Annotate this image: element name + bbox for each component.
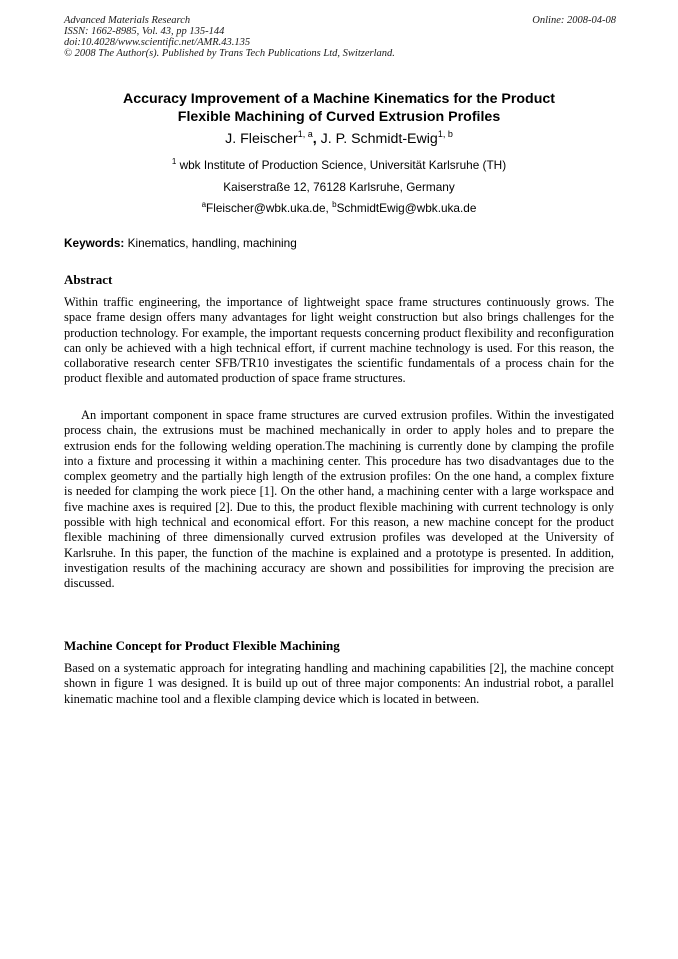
- affiliation-institute: [40, 158, 638, 173]
- abstract-paragraph-2: An important component in space frame structures are curved extrusion profiles. Within the investigated process chain, the extrusions must be machined mechanically in order to apply holes and to prepare the extrusion ends for the following welding operation.The machining is currently done by clamping the profile into a fixture and processing it within a machining center. This procedure has two disadvantages due to the complex geometry and the partially high length of the extrusion profiles: On the one hand, a complex fixture is needed for clamping the work piece [1]. On the other hand, a machining center with a large workspace and five machine axes is required [2]. Due to this, the product flexible machining with current technology is only possible with high technical and economical effort. For this reason, a new machine concept for the product flexible machining of three dimensionally curved extrusion profiles was developed at the University of Karlsruhe. In this paper, the function of the machine is explained and a prototype is presented. In addition, investigation results of the machining accuracy are shown and possibilities for improving the precision are discussed.: [64, 408, 614, 591]
- copyright-line: © 2008 The Author(s). Published by Trans Tech Publications Ltd, Switzerland.: [64, 48, 395, 59]
- abstract-paragraph-1: Within traffic engineering, the importance of lightweight space frame structures continuously grows. The space frame design offers many advantages for light weight construction but also brings challenges for the production technology. For example, the important requests concerning product flexibility and reconfiguration can only be achieved with a high technical effort, if current machine technology is used. For this reason, the collaborative research center SFB/TR10 investigates the scientific fundamentals of a process chain for the product flexible and automated production of space frame structures.: [64, 295, 614, 386]
- issn-line: ISSN: 1662-8985, Vol. 43, pp 135-144: [64, 26, 225, 37]
- title-line-2: Flexible Machining of Curved Extrusion Profiles: [177, 109, 501, 125]
- online-date: Online: 2008-04-08: [532, 15, 616, 26]
- abstract-heading: Abstract: [64, 272, 113, 287]
- keywords-text: Kinematics, handling, machining: [124, 236, 297, 250]
- journal-header: [64, 15, 616, 59]
- section-heading: Machine Concept for Product Flexible Machining: [64, 638, 340, 653]
- paper-title: [40, 90, 638, 126]
- affiliation-address: Kaiserstraße 12, 76128 Karlsruhe, Germany: [223, 180, 455, 194]
- email-1-sup: a: [201, 200, 207, 209]
- section-paragraph-1: Based on a systematic approach for integrating handling and machining capabilities [2], the machine concept shown in figure 1 was designed. It is build up out of three major components: An industrial robot, a parallel kinematic machine tool and a flexible clamping device which is located in between.: [64, 661, 614, 706]
- keywords-label: Keywords:: [64, 236, 125, 250]
- doi-line: doi:10.4028/www.scientific.net/AMR.43.135: [64, 37, 251, 48]
- email-2: SchmidtEwig@wbk.uka.de: [336, 201, 477, 215]
- author-2-sup: 1, b: [437, 129, 453, 139]
- author-1-sup: 1, a: [297, 129, 313, 139]
- affiliation-institute-text: wbk Institute of Production Science, Universität Karlsruhe (TH): [176, 158, 507, 172]
- keywords-line: [64, 236, 297, 251]
- authors-line: [40, 129, 638, 149]
- email-2-sup: b: [332, 200, 337, 209]
- email-1: Fleischer@wbk.uka.de,: [206, 201, 333, 215]
- author-separator: ,: [312, 131, 321, 147]
- journal-name: Advanced Materials Research: [64, 15, 191, 26]
- affiliation-emails: [40, 201, 638, 216]
- author-1: J. Fleischer: [225, 131, 298, 147]
- affiliation-sup: 1: [171, 157, 177, 166]
- title-line-1: Accuracy Improvement of a Machine Kinematics for the Product: [122, 91, 556, 107]
- author-2: J. P. Schmidt-Ewig: [320, 131, 438, 147]
